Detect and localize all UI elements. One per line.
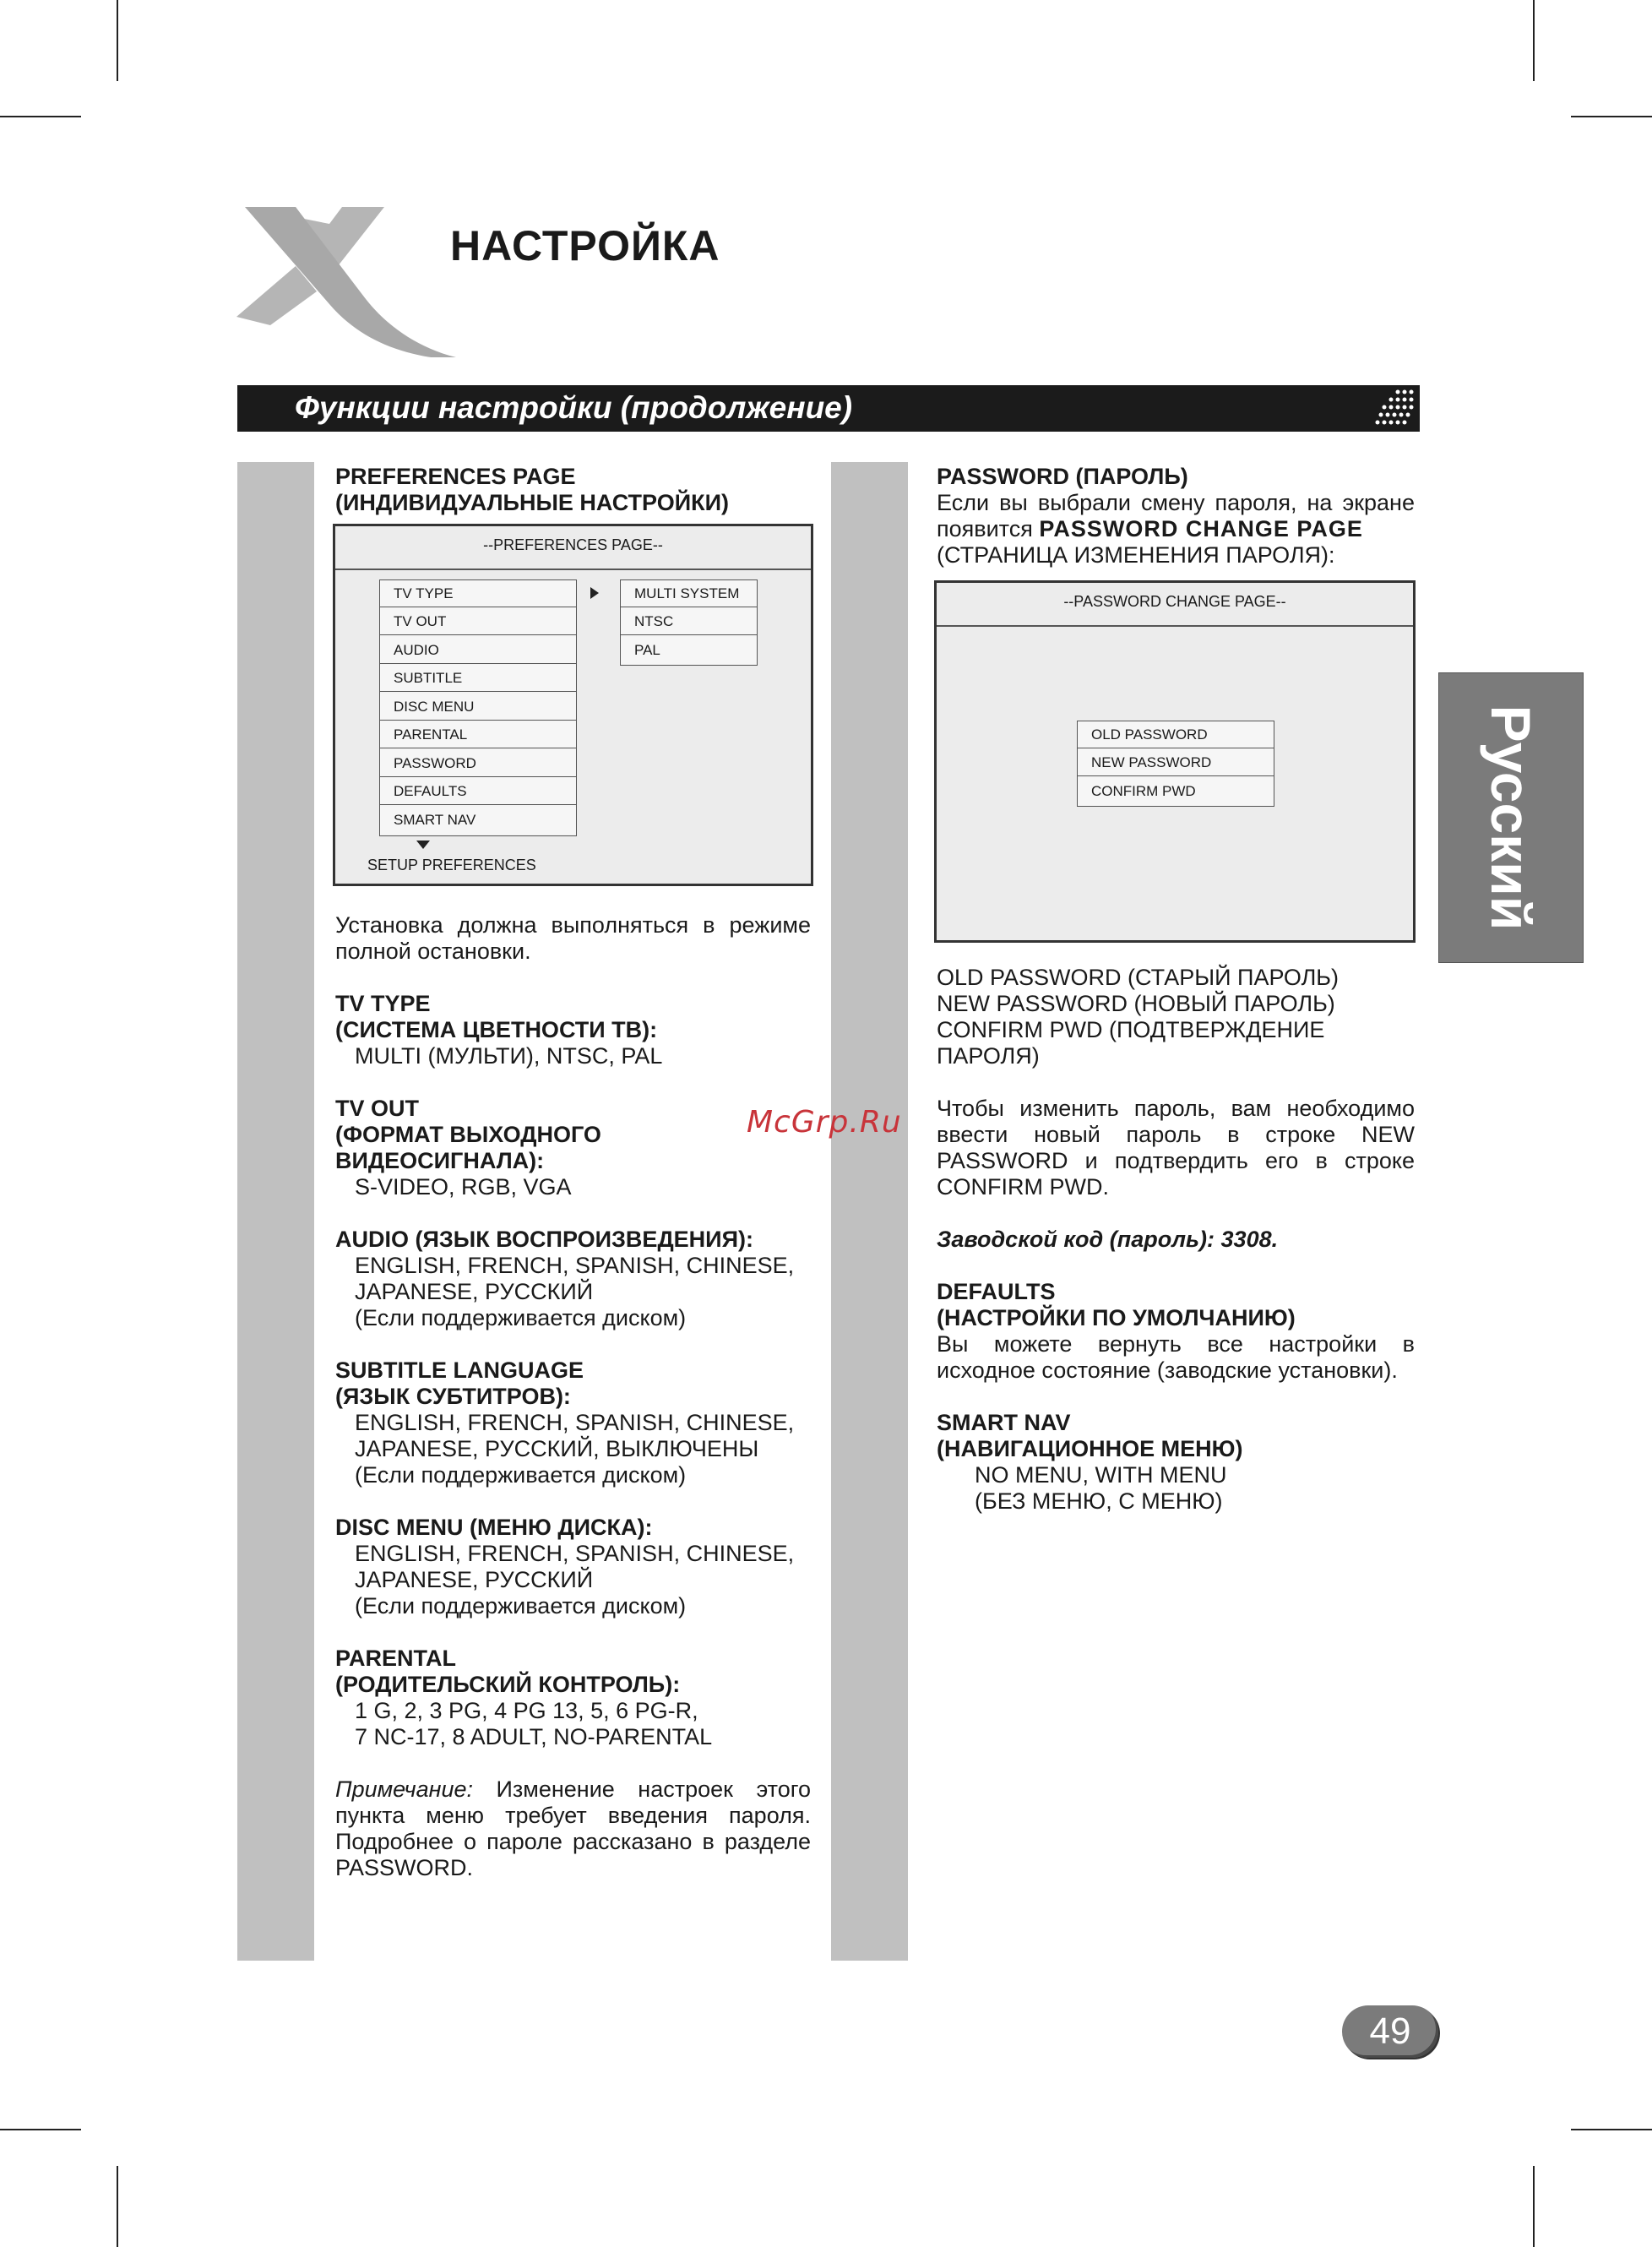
audio-values-1: ENGLISH, FRENCH, SPANISH, CHINESE, — [355, 1253, 795, 1278]
defaults-text: Вы можете вернуть все настройки в исходное состояние (заводские установки). — [937, 1331, 1415, 1383]
right-column — [937, 464, 1415, 569]
menu-item-subtitle[interactable]: SUBTITLE — [380, 665, 576, 692]
screen-title: --PASSWORD CHANGE PAGE-- — [1063, 593, 1286, 610]
menu-item-defaults[interactable]: DEFAULTS — [380, 778, 576, 805]
menu-item-password[interactable]: PASSWORD — [380, 750, 576, 777]
audio-note: (Если поддерживается диском) — [355, 1305, 687, 1330]
note-text: Изменение настроек этого пункта меню требует введения пароля. Подробнее о пароле рассказано в разделе PASSWORD. — [335, 1776, 811, 1880]
screen-title: --PREFERENCES PAGE-- — [483, 536, 663, 553]
left-column — [335, 464, 811, 516]
smart-nav-values-ru: (БЕЗ МЕНЮ, С МЕНЮ) — [975, 1488, 1223, 1514]
note-label: Примечание: — [335, 1776, 473, 1802]
crop-mark — [0, 116, 81, 117]
crop-mark — [117, 2166, 118, 2247]
x-logo-icon — [236, 207, 456, 359]
submenu-item-multi-system[interactable]: MULTI SYSTEM — [621, 580, 757, 607]
arrow-right-icon — [590, 586, 600, 600]
subtitle-heading: SUBTITLE LANGUAGE — [335, 1357, 584, 1383]
subtitle-subheading: (ЯЗЫК СУБТИТРОВ): — [335, 1384, 571, 1409]
tv-type-subheading: (СИСТЕМА ЦВЕТНОСТИ ТВ): — [335, 1017, 658, 1042]
menu-item-parental[interactable]: PARENTAL — [380, 721, 576, 748]
watermark: McGrp.Ru — [747, 1105, 902, 1140]
menu-item-tv-out[interactable]: TV OUT — [380, 608, 576, 635]
password-intro-text: Если вы выбрали смену пароля, на экране появится — [937, 490, 1415, 541]
tv-out-values: S-VIDEO, RGB, VGA — [355, 1174, 572, 1200]
password-heading: PASSWORD (ПАРОЛЬ) — [937, 464, 1188, 489]
confirm-pwd-field[interactable]: CONFIRM PWD — [1078, 778, 1274, 805]
audio-heading: AUDIO (ЯЗЫК ВОСПРОИЗВЕДЕНИЯ): — [335, 1227, 753, 1252]
defaults-heading: DEFAULTS — [937, 1279, 1056, 1304]
factory-code: Заводской код (пароль): 3308. — [937, 1227, 1279, 1252]
subtitle-values-2: JAPANESE, РУССКИЙ, ВЫКЛЮЧЕНЫ — [355, 1436, 759, 1461]
smart-nav-subheading: (НАВИГАЦИОННОЕ МЕНЮ) — [937, 1436, 1243, 1461]
password-intro-end: (СТРАНИЦА ИЗМЕНЕНИЯ ПАРОЛЯ): — [937, 542, 1335, 568]
tv-type-values: MULTI (МУЛЬТИ), NTSC, PAL — [355, 1043, 663, 1069]
menu-item-smart-nav[interactable]: SMART NAV — [380, 807, 576, 834]
note-paragraph — [335, 1776, 811, 1881]
menu-item-disc-menu[interactable]: DISC MENU — [380, 694, 576, 721]
right-column-body — [937, 965, 1415, 1515]
change-password-text: Чтобы изменить пароль, вам необходимо ввести новый пароль в строке NEW PASSWORD и подтвердить его в строке CONFIRM PWD. — [937, 1096, 1415, 1200]
page-title: НАСТРОЙКА — [450, 222, 720, 269]
smart-nav-values: NO MENU, WITH MENU — [975, 1462, 1227, 1488]
parental-heading: PARENTAL — [335, 1646, 456, 1671]
crop-mark — [1533, 0, 1535, 81]
divider — [937, 625, 1413, 627]
tv-out-subheading: (ФОРМАТ ВЫХОДНОГО ВИДЕОСИГНАЛА): — [335, 1122, 601, 1173]
crop-mark — [117, 0, 118, 81]
left-column-body — [335, 912, 811, 1881]
page-number: 49 — [1342, 2005, 1438, 2058]
crop-mark — [1533, 2166, 1535, 2247]
submenu-item-ntsc[interactable]: NTSC — [621, 608, 757, 635]
parental-values-1: 1 G, 2, 3 PG, 4 PG 13, 5, 6 PG-R, — [355, 1698, 698, 1723]
parental-subheading: (РОДИТЕЛЬСКИЙ КОНТРОЛЬ): — [335, 1672, 681, 1697]
divider — [335, 569, 811, 570]
menu-item-audio[interactable]: AUDIO — [380, 637, 576, 664]
crop-mark — [1571, 2129, 1652, 2130]
preferences-menu — [379, 579, 577, 836]
disc-menu-note: (Если поддерживается диском) — [355, 1593, 687, 1619]
audio-values-2: JAPANESE, РУССКИЙ — [355, 1279, 594, 1304]
screen-footer: SETUP PREFERENCES — [367, 857, 536, 873]
section-heading: PREFERENCES PAGE — [335, 464, 576, 489]
subtitle-note: (Если поддерживается диском) — [355, 1462, 687, 1488]
section-banner — [237, 385, 1420, 432]
disc-menu-values-1: ENGLISH, FRENCH, SPANISH, CHINESE, — [355, 1541, 795, 1566]
parental-values-2: 7 NC-17, 8 ADULT, NO-PARENTAL — [355, 1724, 713, 1749]
crop-mark — [0, 2129, 81, 2130]
tv-type-submenu — [620, 579, 758, 666]
tv-out-heading: TV OUT — [335, 1096, 419, 1121]
submenu-item-pal[interactable]: PAL — [621, 637, 757, 664]
old-password-line: OLD PASSWORD (СТАРЫЙ ПАРОЛЬ) — [937, 965, 1340, 990]
dots-pattern-icon — [1361, 385, 1420, 432]
confirm-pwd-line: CONFIRM PWD (ПОДТВЕРЖДЕНИЕ ПАРОЛЯ) — [937, 1017, 1325, 1069]
password-intro — [937, 490, 1415, 542]
subtitle-values-1: ENGLISH, FRENCH, SPANISH, CHINESE, — [355, 1410, 795, 1435]
defaults-subheading: (НАСТРОЙКИ ПО УМОЛЧАНИЮ) — [937, 1305, 1296, 1330]
preferences-screen — [333, 524, 813, 886]
section-subheading: (ИНДИВИДУАЛЬНЫЕ НАСТРОЙКИ) — [335, 490, 729, 515]
new-password-field[interactable]: NEW PASSWORD — [1078, 749, 1274, 776]
tv-type-heading: TV TYPE — [335, 991, 431, 1016]
language-tab-label: Русский — [1480, 705, 1542, 931]
banner-title: Функции настройки (продолжение) — [295, 390, 853, 425]
password-page-name: PASSWORD CHANGE PAGE — [1039, 516, 1363, 541]
disc-menu-heading: DISC MENU (МЕНЮ ДИСКА): — [335, 1515, 653, 1540]
smart-nav-heading: SMART NAV — [937, 1410, 1071, 1435]
new-password-line: NEW PASSWORD (НОВЫЙ ПАРОЛЬ) — [937, 991, 1335, 1016]
password-fields — [1077, 721, 1274, 807]
password-change-screen — [934, 580, 1416, 943]
crop-mark — [1571, 116, 1652, 117]
language-tab — [1438, 672, 1584, 963]
middle-sidebar-bar — [831, 462, 908, 1961]
menu-item-tv-type[interactable]: TV TYPE — [380, 580, 576, 607]
disc-menu-values-2: JAPANESE, РУССКИЙ — [355, 1567, 594, 1592]
arrow-down-icon — [416, 840, 431, 850]
intro-text: Установка должна выполняться в режиме полной остановки. — [335, 912, 811, 964]
old-password-field[interactable]: OLD PASSWORD — [1078, 721, 1274, 748]
left-sidebar-bar — [237, 462, 314, 1961]
